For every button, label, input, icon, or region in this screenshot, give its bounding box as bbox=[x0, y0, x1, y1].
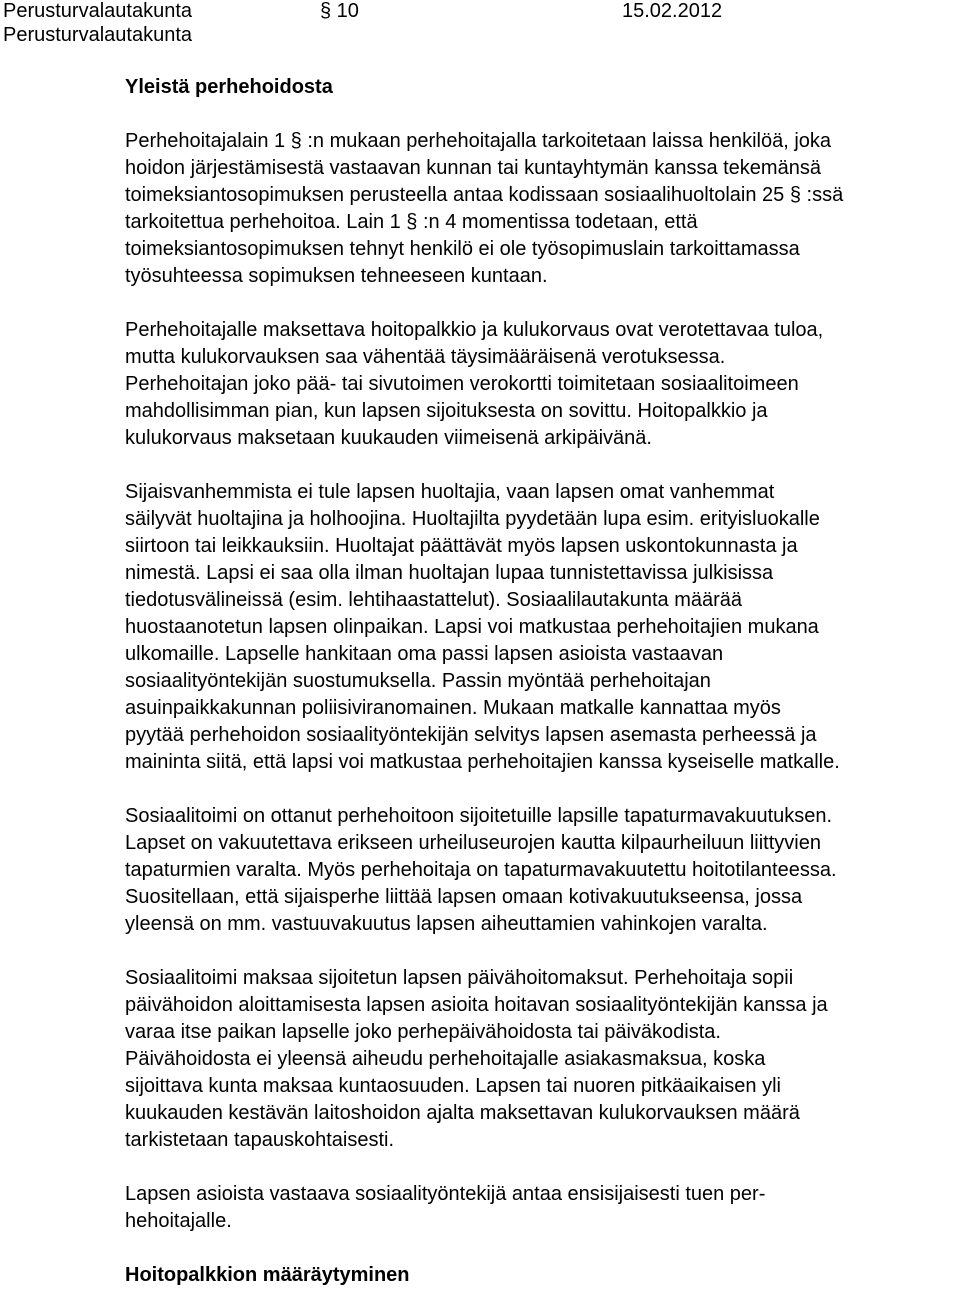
text-line: säilyvät huoltajina ja holhoojina. Huoltajilta pyydetään lupa esim. erityisluokalle bbox=[125, 508, 820, 530]
text-line: pyytää perhehoidon sosiaalityöntekijän selvitys lapsen asemasta perheessä ja bbox=[125, 724, 817, 746]
text-line: tarkoitettua perhehoitoa. Lain 1 § :n 4 momentissa todetaan, että bbox=[125, 211, 698, 233]
header-organization-repeat: Perusturvalautakunta bbox=[3, 24, 193, 46]
text-line: Lapsen asioista vastaava sosiaalityöntekijä antaa ensisijaisesti tuen per- bbox=[125, 1183, 766, 1205]
paragraph-list bbox=[125, 128, 955, 1235]
text-line: varaa itse paikan lapselle joko perhepäivähoidosta tai päiväkodista. bbox=[125, 1021, 721, 1043]
section-heading: Yleistä perhehoidosta bbox=[125, 76, 333, 98]
text-line: Perhehoitajalain 1 § :n mukaan perhehoitajalla tarkoitetaan laissa henkilöä, joka bbox=[125, 130, 832, 152]
text-line: päivähoidon aloittamisesta lapsen asioita hoitavan sosiaalityöntekijän kanssa ja bbox=[125, 994, 828, 1016]
text-line: sosiaalityöntekijän suostumuksella. Passin myöntää perhehoitajan bbox=[125, 670, 711, 692]
paragraph bbox=[125, 1181, 955, 1235]
document-body bbox=[125, 74, 955, 1262]
header-organization: Perusturvalautakunta bbox=[3, 0, 193, 22]
text-line: huostaanotetun lapsen olinpaikan. Lapsi voi matkustaa perhehoitajien mukana bbox=[125, 616, 819, 638]
text-line: työsuhteessa sopimuksen tehneeseen kuntaan. bbox=[125, 265, 548, 287]
text-line: Päivähoidosta ei yleensä aiheudu perhehoitajalle asiakasmaksua, koska bbox=[125, 1048, 766, 1070]
text-line: Lapset on vakuutettava erikseen urheiluseurojen kautta kilpaurheiluun liittyvien bbox=[125, 832, 821, 854]
text-line: tiedotusvälineissä (esim. lehtihaastattelut). Sosiaalilautakunta määrää bbox=[125, 589, 743, 611]
text-line: sijoittava kunta maksaa kuntaosuuden. Lapsen tai nuoren pitkäaikaisen yli bbox=[125, 1075, 781, 1097]
paragraph bbox=[125, 128, 955, 290]
text-line: mutta kulukorvauksen saa vähentää täysimääräisenä verotuksessa. bbox=[125, 346, 726, 368]
text-line: Perhehoitajalle maksettava hoitopalkkio ja kulukorvaus ovat verotettavaa tuloa, bbox=[125, 319, 824, 341]
text-line: Sosiaalitoimi maksaa sijoitetun lapsen päivähoitomaksut. Perhehoitaja sopii bbox=[125, 967, 794, 989]
header-date: 15.02.2012 bbox=[622, 0, 723, 22]
text-line: maininta siitä, että lapsi voi matkustaa perhehoitajien kanssa kyseiselle matkalle. bbox=[125, 751, 840, 773]
text-line: hehoitajalle. bbox=[125, 1210, 232, 1232]
text-line: toimeksiantosopimuksen tehnyt henkilö ei ole työsopimuslain tarkoittamassa bbox=[125, 238, 800, 260]
text-line: yleensä on mm. vastuuvakuutus lapsen aiheuttamien vahinkojen varalta. bbox=[125, 913, 768, 935]
text-line: Perhehoitajan joko pää- tai sivutoimen verokortti toimitetaan sosiaalitoimeen bbox=[125, 373, 799, 395]
text-line: mahdollisimman pian, kun lapsen sijoituksesta on sovittu. Hoitopalkkio ja bbox=[125, 400, 768, 422]
text-line: kulukorvaus maksetaan kuukauden viimeisenä arkipäivänä. bbox=[125, 427, 652, 449]
paragraph bbox=[125, 479, 955, 776]
header-section-number: § 10 bbox=[320, 0, 359, 22]
paragraph bbox=[125, 803, 955, 938]
text-line: hoidon järjestämisestä vastaavan kunnan tai kuntayhtymän kanssa tekemänsä bbox=[125, 157, 821, 179]
paragraph bbox=[125, 317, 955, 452]
text-line: Sijaisvanhemmista ei tule lapsen huoltajia, vaan lapsen omat vanhemmat bbox=[125, 481, 775, 503]
text-line: tarkistetaan tapauskohtaisesti. bbox=[125, 1129, 395, 1151]
text-line: asuinpaikkakunnan poliisiviranomainen. Mukaan matkalle kannattaa myös bbox=[125, 697, 781, 719]
text-line: kuukauden kestävän laitoshoidon ajalta maksettavan kulukorvauksen määrä bbox=[125, 1102, 800, 1124]
text-line: Suositellaan, että sijaisperhe liittää lapsen omaan kotivakuutukseensa, jossa bbox=[125, 886, 803, 908]
paragraph bbox=[125, 965, 955, 1154]
section-heading-hoitopalkkio: Hoitopalkkion määräytyminen bbox=[125, 1264, 410, 1286]
text-line: siirtoon tai leikkauksiin. Huoltajat päättävät myös lapsen uskontokunnasta ja bbox=[125, 535, 798, 557]
text-line: toimeksiantosopimuksen perusteella antaa kodissaan sosiaalihuoltolain 25 § :ssä bbox=[125, 184, 844, 206]
text-line: nimestä. Lapsi ei saa olla ilman huoltajan lupaa tunnistettavissa julkisissa bbox=[125, 562, 774, 584]
text-line: tapaturmien varalta. Myös perhehoitaja on tapaturmavakuutettu hoitotilanteessa. bbox=[125, 859, 837, 881]
text-line: Sosiaalitoimi on ottanut perhehoitoon sijoitetuille lapsille tapaturmavakuutuksen. bbox=[125, 805, 833, 827]
text-line: ulkomaille. Lapselle hankitaan oma passi lapsen asioista vastaavan bbox=[125, 643, 724, 665]
